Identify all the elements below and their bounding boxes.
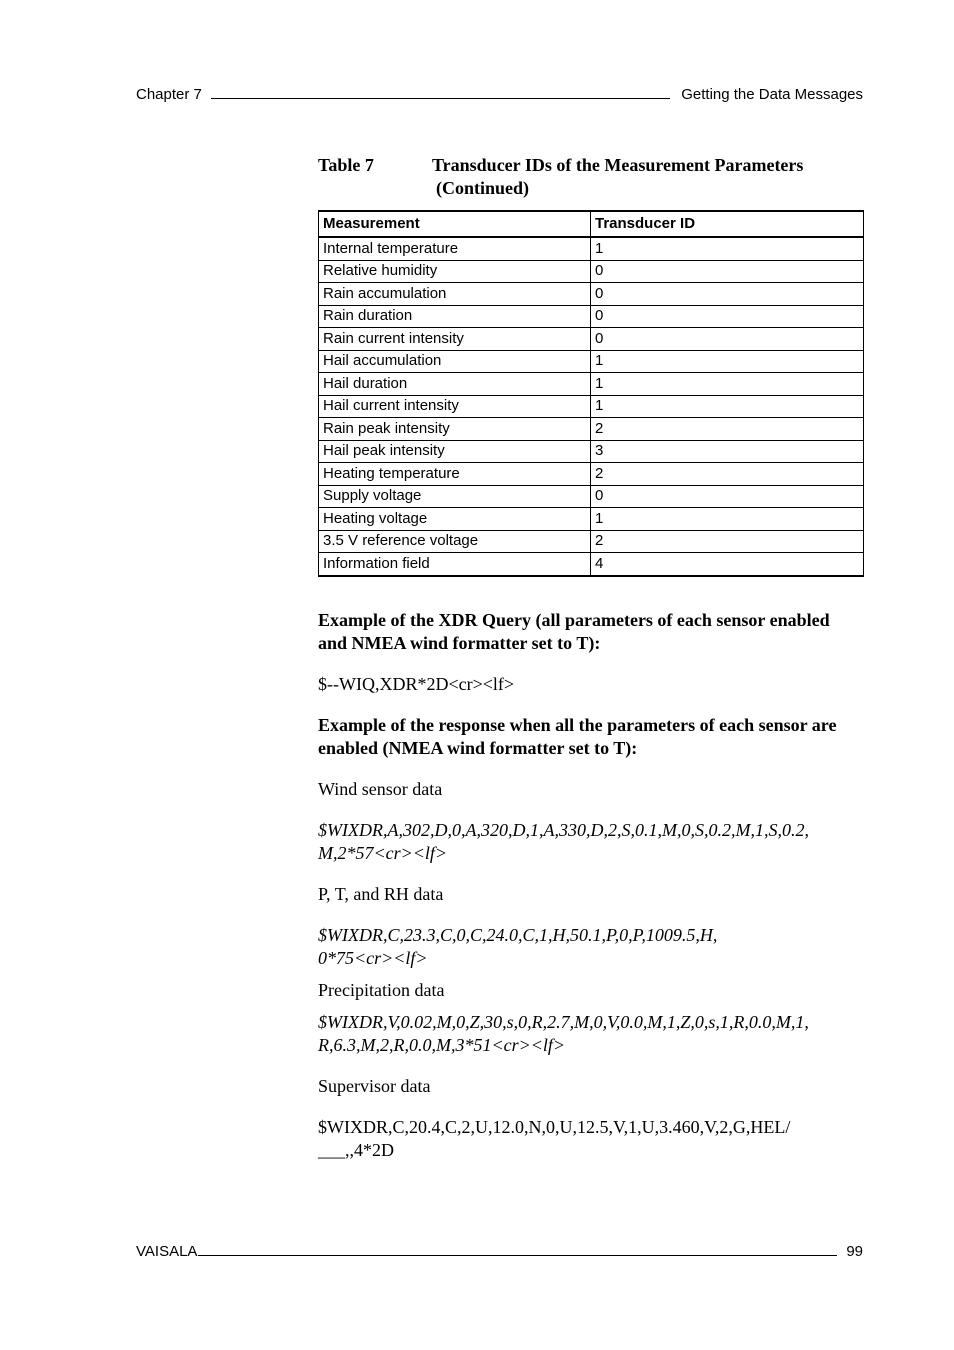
measurement-cell: Rain peak intensity — [319, 418, 591, 441]
wind-data-example — [318, 819, 864, 865]
measurement-cell: Supply voltage — [319, 485, 591, 508]
table-body — [319, 237, 864, 576]
table-caption — [318, 154, 864, 200]
precipitation-data-line2: R,6.3,M,2,R,0.0,M,3*51<cr><lf> — [318, 1034, 566, 1055]
measurement-cell: Rain accumulation — [319, 283, 591, 306]
transducer-id-cell: 1 — [591, 237, 864, 260]
query-heading-line2: and NMEA wind formatter set to T): — [318, 632, 601, 653]
table-row — [319, 237, 864, 260]
page-number: 99 — [846, 1243, 863, 1260]
company-name: VAISALA — [136, 1243, 198, 1260]
response-heading — [318, 714, 864, 760]
footer-rule — [198, 1254, 837, 1256]
response-heading-line2: enabled (NMEA wind formatter set to T): — [318, 737, 638, 758]
table-row — [319, 485, 864, 508]
measurement-cell: Hail current intensity — [319, 395, 591, 418]
transducer-id-cell: 1 — [591, 395, 864, 418]
table-title — [432, 154, 864, 200]
wind-data-line2: M,2*57<cr><lf> — [318, 842, 448, 863]
table-title-line2: (Continued) — [436, 178, 530, 198]
transducer-id-cell: 2 — [591, 530, 864, 553]
supervisor-data-line1: $WIXDR,C,20.4,C,2,U,12.0,N,0,U,12.5,V,1,U,3.460,V,2,G,HEL/ — [318, 1116, 791, 1137]
column-header-measurement: Measurement — [319, 211, 591, 237]
table-row — [319, 395, 864, 418]
page-content — [318, 154, 864, 1162]
transducer-id-cell: 2 — [591, 463, 864, 486]
measurement-cell: Rain duration — [319, 305, 591, 328]
page-header — [136, 86, 863, 103]
table-row — [319, 328, 864, 351]
ptu-data-line2: 0*75<cr><lf> — [318, 947, 428, 968]
table-header-row — [319, 211, 864, 237]
transducer-id-cell: 0 — [591, 328, 864, 351]
table-row — [319, 530, 864, 553]
table-row — [319, 463, 864, 486]
measurement-cell: Information field — [319, 553, 591, 576]
transducer-id-cell: 4 — [591, 553, 864, 576]
precipitation-data-label: Precipitation data — [318, 979, 445, 1000]
table-row — [319, 418, 864, 441]
transducer-id-cell: 0 — [591, 305, 864, 328]
supervisor-data-line2: ___,,4*2D — [318, 1139, 394, 1160]
measurement-cell: Rain current intensity — [319, 328, 591, 351]
table-row — [319, 508, 864, 531]
table-row — [319, 283, 864, 306]
section-title: Getting the Data Messages — [681, 86, 863, 103]
measurement-cell: Heating temperature — [319, 463, 591, 486]
table-number: Table 7 — [318, 155, 374, 175]
transducer-id-cell: 0 — [591, 283, 864, 306]
measurement-cell: Hail accumulation — [319, 350, 591, 373]
measurement-cell: Relative humidity — [319, 260, 591, 283]
transducer-id-cell: 2 — [591, 418, 864, 441]
table-row — [319, 350, 864, 373]
page-footer — [136, 1243, 863, 1260]
transducer-id-cell: 1 — [591, 350, 864, 373]
wind-data-line1: $WIXDR,A,302,D,0,A,320,D,1,A,330,D,2,S,0.1,M,0,S,0.2,M,1,S,0.2, — [318, 819, 809, 840]
transducer-id-cell: 0 — [591, 485, 864, 508]
supervisor-data-example — [318, 1116, 864, 1162]
table-row — [319, 260, 864, 283]
header-rule — [211, 97, 670, 99]
ptu-data-line1: $WIXDR,C,23.3,C,0,C,24.0,C,1,H,50.1,P,0,P,1009.5,H, — [318, 924, 718, 945]
query-heading-line1: Example of the XDR Query (all parameters of each sensor enabled — [318, 609, 830, 630]
table-row — [319, 553, 864, 576]
ptu-data-example — [318, 924, 864, 970]
query-heading — [318, 609, 864, 655]
transducer-id-cell: 3 — [591, 440, 864, 463]
ptu-data-label: P, T, and RH data — [318, 883, 444, 904]
table-title-line1: Transducer IDs of the Measurement Parameters — [432, 155, 804, 175]
measurement-cell: Heating voltage — [319, 508, 591, 531]
table-row — [319, 373, 864, 396]
measurement-cell: Hail duration — [319, 373, 591, 396]
measurement-cell: 3.5 V reference voltage — [319, 530, 591, 553]
precipitation-data-example — [318, 1011, 864, 1057]
chapter-label: Chapter 7 — [136, 86, 202, 103]
column-header-transducer-id: Transducer ID — [591, 211, 864, 237]
transducer-id-table — [318, 210, 864, 577]
wind-data-label: Wind sensor data — [318, 778, 443, 799]
supervisor-data-label: Supervisor data — [318, 1075, 431, 1096]
transducer-id-cell: 1 — [591, 373, 864, 396]
table-row — [319, 305, 864, 328]
transducer-id-cell: 1 — [591, 508, 864, 531]
query-command: $--WIQ,XDR*2D<cr><lf> — [318, 673, 515, 694]
measurement-cell: Hail peak intensity — [319, 440, 591, 463]
table-row — [319, 440, 864, 463]
response-heading-line1: Example of the response when all the parameters of each sensor are — [318, 714, 837, 735]
precipitation-data-line1: $WIXDR,V,0.02,M,0,Z,30,s,0,R,2.7,M,0,V,0.0,M,1,Z,0,s,1,R,0.0,M,1, — [318, 1011, 809, 1032]
measurement-cell: Internal temperature — [319, 237, 591, 260]
transducer-id-cell: 0 — [591, 260, 864, 283]
